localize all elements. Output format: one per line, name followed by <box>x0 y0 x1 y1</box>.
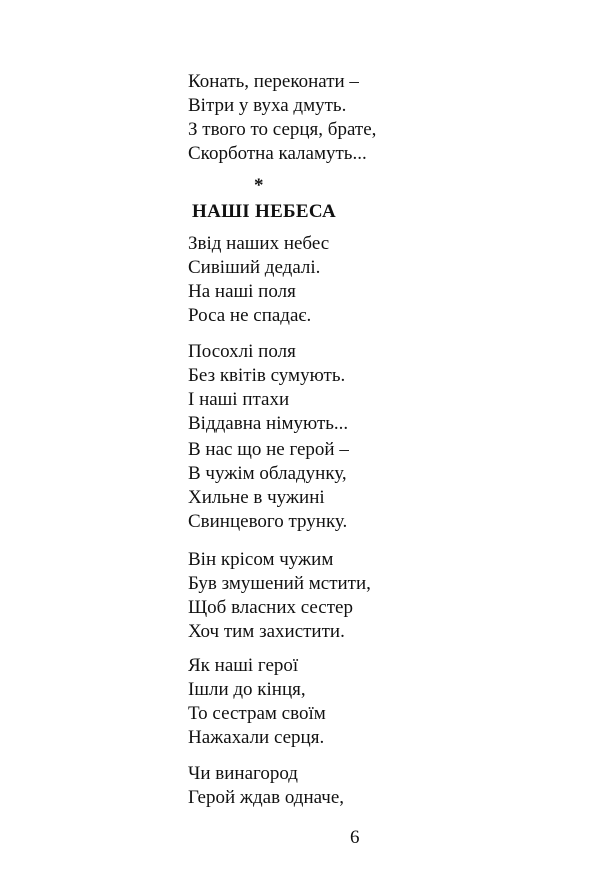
poem-line: Герой ждав одначе, <box>188 787 345 808</box>
poem-line: З твого то серця, брате, <box>188 119 377 140</box>
poem-line: І наші птахи <box>188 389 290 410</box>
poem-line: В чужім обладунку, <box>188 463 347 484</box>
poem-line: Він крісом чужим <box>188 549 334 570</box>
poem-line: Як наші герої <box>188 655 299 676</box>
poem-line: Нажахали серця. <box>188 727 325 748</box>
poem-line: Скорботна каламуть... <box>188 143 367 164</box>
poem-line: Щоб власних сестер <box>188 597 353 618</box>
poem-line: То сестрам своїм <box>188 703 326 724</box>
stanza-5 <box>188 654 326 750</box>
stanza-4 <box>188 548 371 644</box>
section-separator-asterisk: * <box>254 175 264 196</box>
poem-line: Без квітів сумують. <box>188 365 346 386</box>
poem-line: В нас що не герой – <box>188 439 349 460</box>
poem-line: Свинцевого трунку. <box>188 511 348 532</box>
poem-line: Посохлі поля <box>188 341 296 362</box>
stanza-3 <box>188 438 349 534</box>
poem-line: Сивіший дедалі. <box>188 257 321 278</box>
poem-line: Вітри у вуха дмуть. <box>188 95 347 116</box>
page-number: 6 <box>350 827 360 848</box>
stanza-1 <box>188 232 329 328</box>
poem-line: Роса не спадає. <box>188 305 312 326</box>
stanza-2 <box>188 340 348 436</box>
stanza-previous-poem-ending <box>188 70 376 166</box>
stanza-6 <box>188 762 344 810</box>
poem-title: НАШІ НЕБЕСА <box>192 201 336 222</box>
poem-line: Звід наших небес <box>188 233 330 254</box>
poem-line: Чи винагород <box>188 763 298 784</box>
poem-line: Хильне в чужині <box>188 487 325 508</box>
poem-line: Ішли до кінця, <box>188 679 306 700</box>
poem-line: Конать, переконати – <box>188 71 359 92</box>
poem-line: Був змушений мстити, <box>188 573 371 594</box>
poem-line: Віддавна німують... <box>188 413 349 434</box>
poem-line: На наші поля <box>188 281 296 302</box>
poem-line: Хоч тим захистити. <box>188 621 345 642</box>
